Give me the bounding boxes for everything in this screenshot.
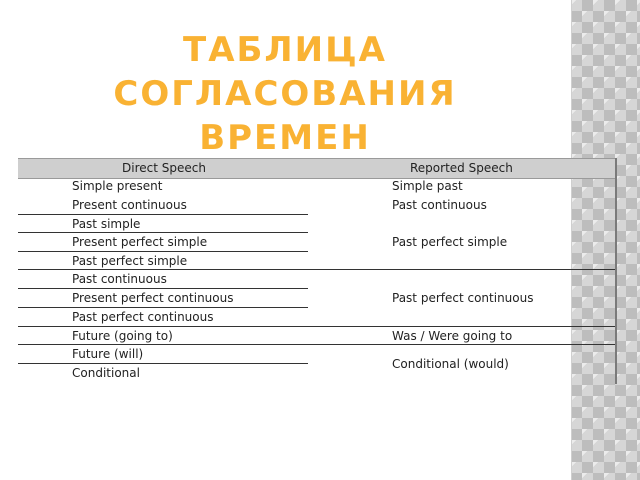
- row-divider: [18, 344, 615, 345]
- direct-row: Past perfect simple: [72, 254, 188, 268]
- direct-row: Present perfect simple: [72, 235, 208, 249]
- direct-row: Past perfect continuous: [72, 310, 214, 324]
- title-line-3: ВРЕМЕН: [199, 118, 371, 158]
- reported-row: Past continuous: [392, 198, 487, 212]
- row-divider: [18, 326, 615, 327]
- direct-row: Future (going to): [72, 329, 173, 343]
- direct-row: Conditional: [72, 366, 140, 380]
- row-divider: [18, 269, 615, 270]
- direct-row: Future (will): [72, 347, 144, 361]
- title-line-2: СОГЛАСОВАНИЯ: [113, 74, 457, 114]
- reported-row: Past perfect simple: [392, 235, 508, 249]
- reported-row: Past perfect continuous: [392, 291, 534, 305]
- title-line-1: ТАБЛИЦА: [183, 30, 387, 70]
- direct-row: Present continuous: [72, 198, 187, 212]
- slide-title: [100, 28, 470, 160]
- table-right-border: [615, 158, 617, 384]
- direct-row: Past continuous: [72, 272, 167, 286]
- row-divider: [18, 232, 308, 233]
- reported-row: Conditional (would): [392, 357, 509, 371]
- reported-row: Was / Were going to: [392, 329, 513, 343]
- table-header: [18, 158, 617, 179]
- row-divider: [18, 214, 308, 215]
- direct-row: Past simple: [72, 217, 141, 231]
- row-divider: [18, 251, 308, 252]
- header-reported-speech: Reported Speech: [410, 161, 513, 175]
- row-divider: [18, 363, 308, 364]
- direct-row: Simple present: [72, 179, 163, 193]
- tense-table: [18, 158, 617, 384]
- header-direct-speech: Direct Speech: [122, 161, 206, 175]
- direct-row: Present perfect continuous: [72, 291, 234, 305]
- row-divider: [18, 288, 308, 289]
- reported-row: Simple past: [392, 179, 463, 193]
- row-divider: [18, 307, 308, 308]
